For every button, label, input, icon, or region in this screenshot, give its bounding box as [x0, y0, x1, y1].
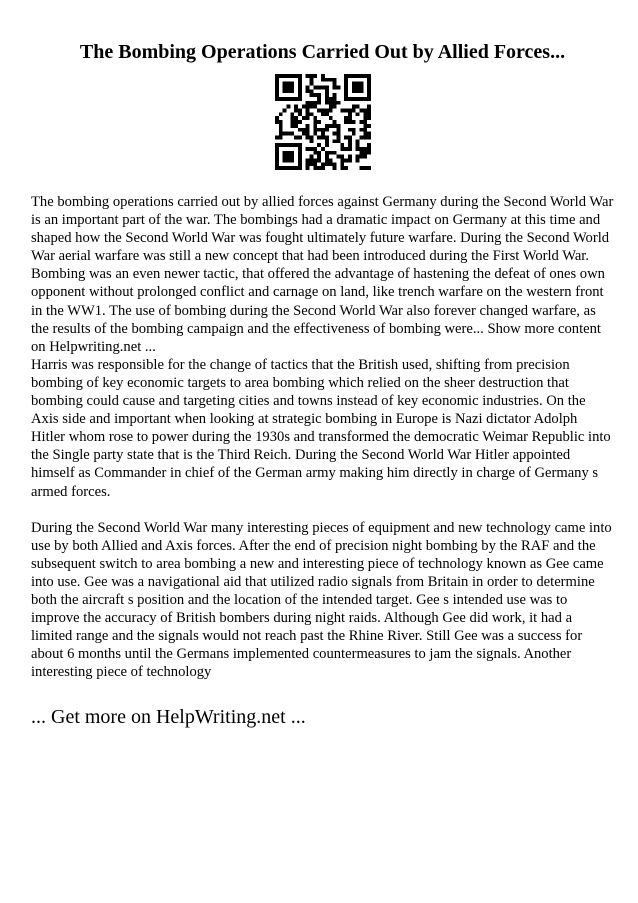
- article-body: [31, 193, 614, 681]
- qr-code-icon: [275, 74, 371, 170]
- page-title: The Bombing Operations Carried Out by Allied Forces...: [79, 41, 566, 63]
- paragraph-1: The bombing operations carried out by allied forces against Germany during the Second World War is an important part of the war. The bombings had a dramatic impact on Germany at this time and shaped how the Second World War was fought ultimately future warfare. During the Second World War aerial warfare was still a new concept that had been introduced during the First World War. Bombing was an even newer tactic, that offered the advantage of hastening the defeat of ones own opponent without prolonged conflict and carnage on land, like trench warfare on the western front in the WW1. The use of bombing during the Second World War also forever changed warfare, as the results of the bombing campaign and the effectiveness of bombing were... Show more content on Helpwriting.net ...: [31, 194, 614, 355]
- paragraph-3: During the Second World War many interesting pieces of equipment and new technology came into use by both Allied and Axis forces. After the end of precision night bombing by the RAF and the subsequent switch to area bombing a new and interesting piece of technology known as Gee came into use. Gee was a navigational aid that utilized radio signals from Britain in order to determine both the aircraft s position and the location of the intended target. Gee s intended use was to improve the accuracy of British bombers during night raids. Although Gee did work, it had a limited range and the signals would not reach past the Rhine River. Still Gee was a success for about 6 months until the Germans implemented countermeasures to jam the signals. Another interesting piece of technology: [31, 519, 612, 681]
- get-more-link[interactable]: ... Get more on HelpWriting.net ...: [31, 706, 306, 729]
- paragraph-2: Harris was responsible for the change of tactics that the British used, shifting from precision bombing of key economic targets to area bombing which relied on the sheer destruction that bombing could cause and targeting cities and towns instead of key economic industries. On the Axis side and important when looking at strategic bombing in Europe is Nazi dictator Adolph Hitler whom rose to power during the 1930s and transformed the democratic Weimar Republic into the Single party state that is the Third Reich. During the Second World War Hitler appointed himself as Commander in chief of the German army making him directly in charge of Germany s armed forces.: [31, 356, 611, 500]
